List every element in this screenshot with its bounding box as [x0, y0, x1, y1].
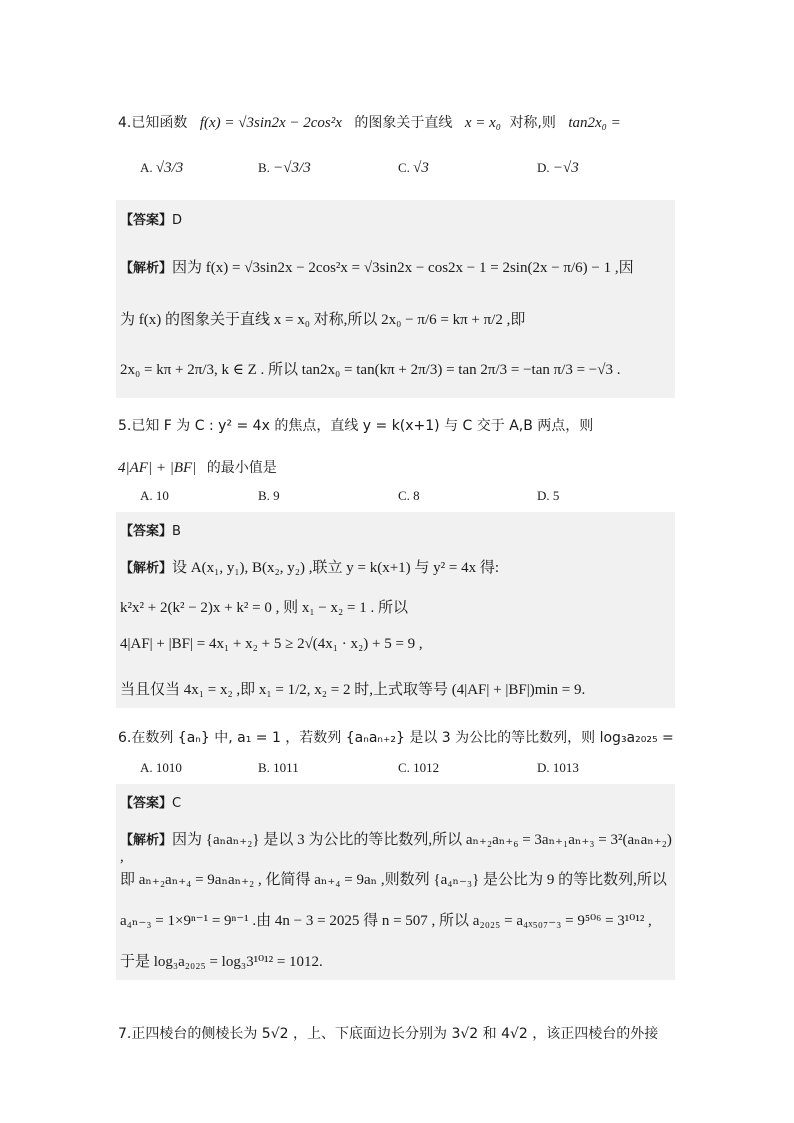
q5-stem-line-1	[118, 415, 593, 435]
q5-question: 的最小值是	[206, 460, 277, 476]
answer-tag: 【答案】	[120, 213, 173, 228]
q4-prefix: 已知函数	[131, 115, 188, 131]
q4-option-b	[258, 160, 311, 177]
q6-analysis-line-2	[120, 868, 667, 889]
q6-answer	[120, 792, 181, 811]
q6-analysis-line-4	[120, 950, 323, 971]
q5-answer	[120, 520, 181, 539]
option-label: A.	[140, 160, 153, 175]
q6-option-a	[140, 760, 182, 776]
q7-text: 7.正四棱台的侧棱长为 5√2 ，上、下底面边长分别为 3√2 和 4√2 ，该正四棱台的外接	[118, 1026, 659, 1042]
q4-mid: 的图象关于直线	[354, 115, 453, 131]
q4-function: f(x) = √3sin2x − 2cos²x	[199, 115, 342, 131]
analysis-text: 设 A(x₁, y₁), B(x₂, y₂) ,联立 y = k(x+1) 与 y² = 4x 得:	[172, 560, 500, 576]
option-value: 8	[413, 488, 420, 503]
q4-target: tan2x₀ =	[568, 115, 621, 131]
analysis-text: 4|AF| + |BF| = 4x₁ + x₂ + 5 ≥ 2√(4x₁ · x₂) + 5 = 9 ,	[120, 636, 423, 652]
q4-analysis-line-2	[120, 308, 525, 329]
q5-analysis-line-4	[120, 678, 585, 699]
option-value: √3	[413, 160, 429, 176]
answer-tag: 【答案】	[120, 524, 173, 539]
option-label: D.	[537, 488, 550, 503]
q6-stem	[118, 727, 674, 747]
q4-line-eq: x = x₀	[464, 115, 501, 131]
analysis-tag: 【解析】	[120, 833, 173, 848]
q6-analysis-line-1	[120, 828, 675, 866]
option-label: D.	[537, 160, 550, 175]
q4-option-c	[398, 160, 429, 177]
option-label: C.	[398, 160, 410, 175]
option-label: B.	[258, 760, 270, 775]
q4-suffix: 对称,则	[509, 115, 556, 131]
answer-value: B	[172, 524, 181, 539]
option-label: B.	[258, 160, 270, 175]
answer-value: C	[172, 796, 182, 811]
analysis-text: 因为 f(x) = √3sin2x − 2cos²x = √3sin2x − cos2x − 1 = 2sin(2x − π/6) − 1 ,因	[172, 260, 634, 276]
analysis-text: 为 f(x) 的图象关于直线 x = x₀ 对称,所以 2x₀ − π/6 = kπ + π/2 ,即	[120, 312, 526, 328]
analysis-text: 于是 log₃a₂₀₂₅ = log₃3¹⁰¹² = 1012.	[120, 954, 323, 970]
q5-option-b	[258, 488, 280, 504]
q6-option-c	[398, 760, 439, 776]
option-value: 10	[155, 488, 169, 503]
analysis-text: k²x² + 2(k² − 2)x + k² = 0 , 则 x₁ − x₂ = 1 . 所以	[120, 600, 408, 616]
q4-stem	[118, 112, 621, 132]
option-label: A.	[140, 760, 153, 775]
q5-solution-panel	[116, 512, 675, 708]
option-value: −√3	[552, 160, 579, 176]
q4-answer	[120, 209, 182, 228]
q5-analysis-line-2	[120, 596, 408, 617]
q5-text: 5.已知 F 为 C : y² = 4x 的焦点，直线 y = k(x+1) 与 C 交于 A,B 两点，则	[118, 418, 594, 434]
option-value: √3/3	[155, 160, 184, 176]
analysis-tag: 【解析】	[120, 261, 173, 276]
q4-analysis-line-1	[120, 256, 634, 277]
option-value: 9	[273, 488, 280, 503]
answer-tag: 【答案】	[120, 796, 173, 811]
q4-analysis-line-3	[120, 358, 621, 379]
q5-option-a	[140, 488, 169, 504]
q6-option-b	[258, 760, 299, 776]
q6-option-d	[537, 760, 579, 776]
q4-solution-panel	[116, 200, 675, 398]
analysis-text: a₄ₙ₋₃ = 1×9ⁿ⁻¹ = 9ⁿ⁻¹ .由 4n − 3 = 2025 得 n = 507 , 所以 a₂₀₂₅ = a₄ₓ₅₀₇₋₃ = 9⁵⁰⁶ = 3¹⁰¹² ,	[120, 913, 652, 929]
q5-option-c	[398, 488, 420, 504]
analysis-tag: 【解析】	[120, 561, 173, 576]
q7-stem	[118, 1023, 658, 1043]
q6-solution-panel	[116, 784, 675, 980]
q4-number: 4.	[118, 115, 132, 131]
analysis-text: 即 aₙ₊₂aₙ₊₄ = 9aₙaₙ₊₂ , 化简得 aₙ₊₄ = 9aₙ ,则数列 {a₄ₙ₋₃} 是公比为 9 的等比数列,所以	[120, 872, 667, 888]
q6-analysis-line-3	[120, 909, 652, 930]
option-label: A.	[140, 488, 153, 503]
q5-analysis-line-1	[120, 556, 499, 577]
q6-text: 6.在数列 {aₙ} 中, a₁ = 1 ，若数列 {aₙaₙ₊₂} 是以 3 为公比的等比数列，则 log₃a₂₀₂₅ =	[118, 730, 674, 746]
option-value: 5	[552, 488, 560, 503]
option-label: C.	[398, 760, 410, 775]
analysis-text: 当且仅当 4x₁ = x₂ ,即 x₁ = 1/2, x₂ = 2 时,上式取等号 (4|AF| + |BF|)min = 9.	[120, 682, 586, 698]
option-value: 1012	[413, 760, 440, 775]
option-value: −√3/3	[273, 160, 311, 176]
option-label: C.	[398, 488, 410, 503]
option-value: 1013	[552, 760, 579, 775]
q5-expression: 4|AF| + |BF|	[118, 460, 197, 476]
answer-value: D	[172, 213, 183, 228]
option-label: B.	[258, 488, 270, 503]
option-value: 1011	[273, 760, 299, 775]
analysis-text: 因为 {aₙaₙ₊₂} 是以 3 为公比的等比数列,所以 aₙ₊₂aₙ₊₆ = 3aₙ₊₁aₙ₊₃ = 3²(aₙaₙ₊₂) ,	[120, 832, 672, 865]
q5-stem-line-2	[118, 457, 277, 477]
analysis-text: 2x₀ = kπ + 2π/3, k ∈ Z . 所以 tan2x₀ = tan(kπ + 2π/3) = tan 2π/3 = −tan π/3 = −√3 .	[120, 362, 621, 378]
q4-option-a	[140, 160, 183, 177]
option-label: D.	[537, 760, 550, 775]
q5-option-d	[537, 488, 559, 504]
option-value: 1010	[155, 760, 182, 775]
q5-analysis-line-3	[120, 636, 423, 653]
q4-option-d	[537, 160, 579, 177]
